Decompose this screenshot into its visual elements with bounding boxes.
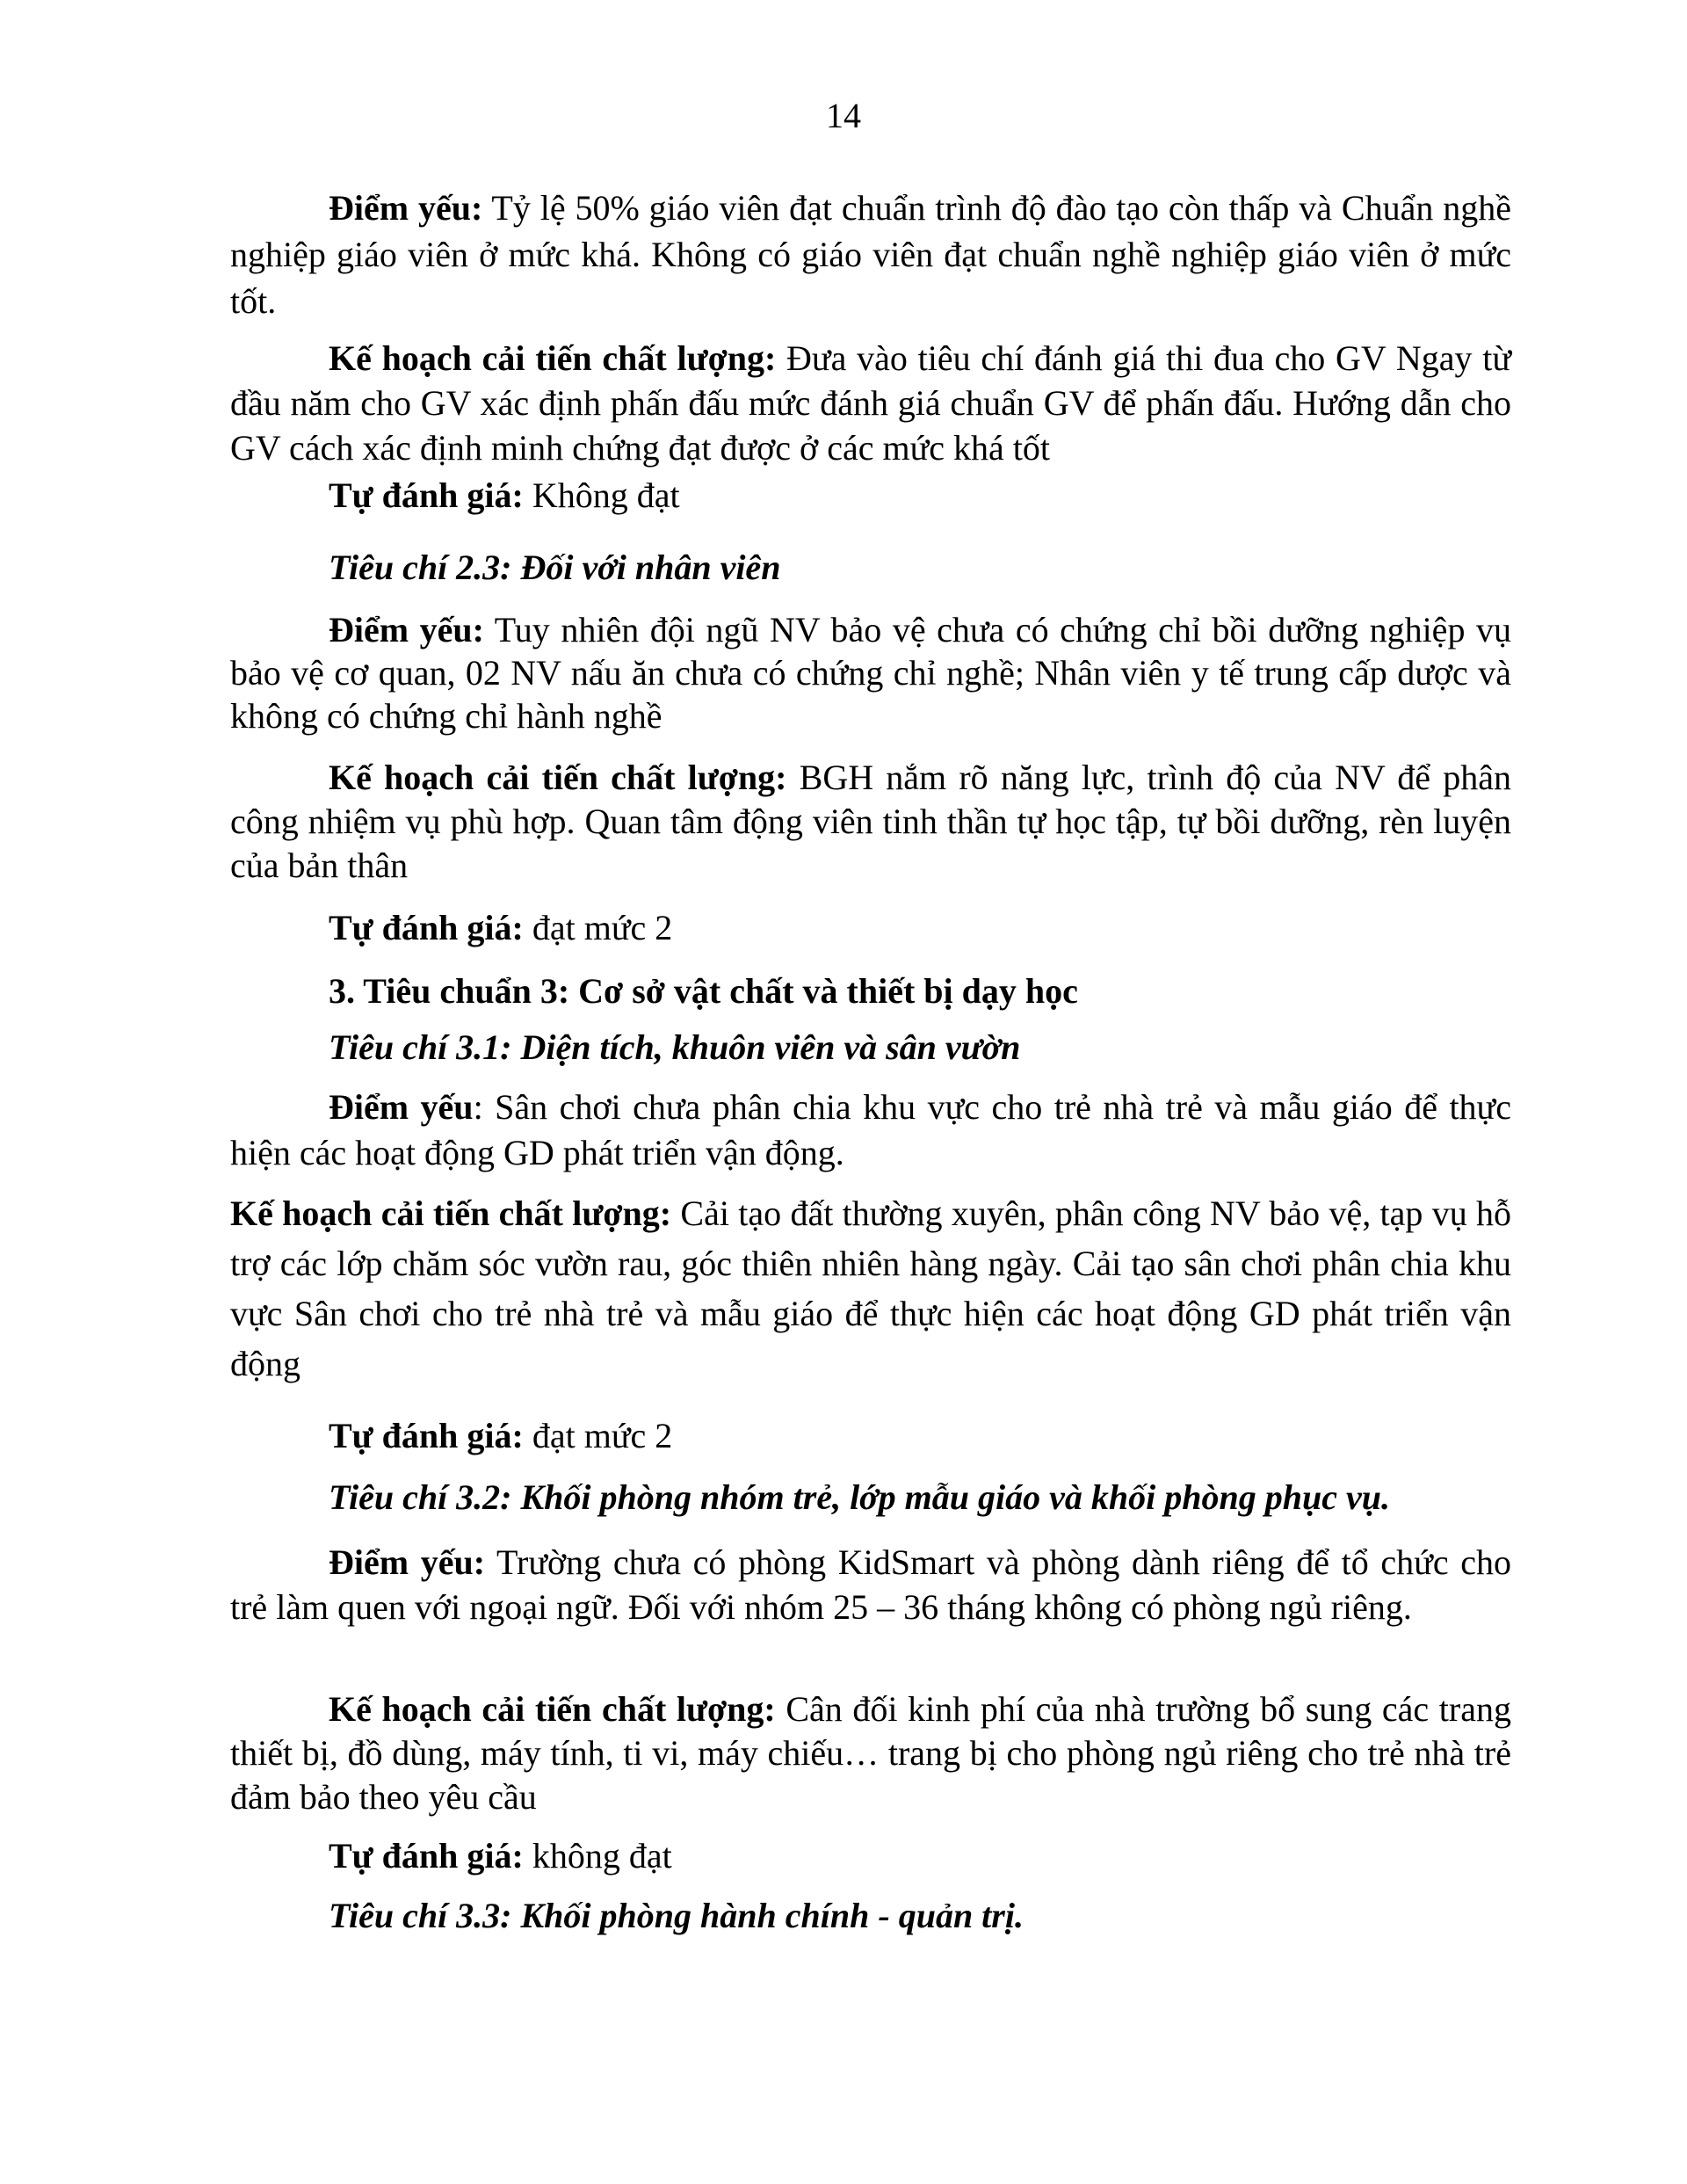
c22-plan-text: Đưa vào tiêu chí đánh giá thi đua cho GV Ngay từ đầu năm cho GV xác định phấn đấu mức đánh giá chuẩn GV để phấn đấu. Hướng dẫn cho GV cách xác định minh chứng đạt được ở các mức khá tốt — [230, 338, 1511, 468]
c31-plan-paragraph — [230, 1188, 1511, 1389]
c31-weakness-text: : Sân chơi chưa phân chia khu vực cho trẻ nhà trẻ và mẫu giáo để thực hiện các hoạt động GD phát triển vận động. — [230, 1087, 1511, 1172]
c22-weakness-label: Điểm yếu: — [329, 188, 483, 228]
c31-weakness-paragraph — [230, 1085, 1511, 1176]
c31-weakness-label: Điểm yếu — [329, 1087, 474, 1127]
c31-plan-label: Kế hoạch cải tiến chất lượng: — [230, 1194, 672, 1233]
c32-self-text: không đạt — [523, 1836, 672, 1876]
standard-3-title: 3. Tiêu chuẩn 3: Cơ sở vật chất và thiết bị dạy học — [329, 971, 1078, 1011]
c32-self-label: Tự đánh giá: — [329, 1836, 524, 1876]
c32-weakness-text: Trường chưa có phòng KidSmart và phòng dành riêng để tổ chức cho trẻ làm quen với ngoại ngữ. Đối với nhóm 25 – 36 tháng không có phòng ngủ riêng. — [230, 1542, 1511, 1627]
c31-self-assessment — [230, 1413, 1511, 1459]
c32-weakness-label: Điểm yếu: — [329, 1542, 486, 1582]
c23-weakness-text: Tuy nhiên đội ngũ NV bảo vệ chưa có chứng chỉ bồi dưỡng nghiệp vụ bảo vệ cơ quan, 02 NV nấu ăn chưa có chứng chỉ nghề; Nhân viên y tế trung cấp dược và không có chứng chỉ hành nghề — [230, 610, 1511, 736]
c23-plan-paragraph — [230, 756, 1511, 888]
c22-self-assessment — [230, 473, 1511, 519]
c32-plan-label: Kế hoạch cải tiến chất lượng: — [329, 1689, 776, 1729]
c23-self-assessment — [230, 905, 1511, 951]
c22-weakness-text: Tỷ lệ 50% giáo viên đạt chuẩn trình độ đào tạo còn thấp và Chuẩn nghề nghiệp giáo viên ở mức khá. Không có giáo viên đạt chuẩn nghề nghiệp giáo viên ở mức tốt. — [230, 188, 1511, 321]
c22-weakness-paragraph — [230, 185, 1511, 324]
c22-self-label: Tự đánh giá: — [329, 475, 524, 515]
c23-plan-label: Kế hoạch cải tiến chất lượng: — [329, 758, 787, 797]
c23-self-text: đạt mức 2 — [523, 908, 673, 947]
c31-self-text: đạt mức 2 — [523, 1416, 673, 1455]
c22-self-text: Không đạt — [523, 475, 680, 515]
c23-plan-text: BGH nắm rõ năng lực, trình độ của NV để phân công nhiệm vụ phù hợp. Quan tâm động viên tinh thần tự học tập, tự bồi dưỡng, rèn luyện của bản thân — [230, 758, 1511, 885]
c32-weakness-paragraph — [230, 1540, 1511, 1629]
c33-title: Tiêu chí 3.3: Khối phòng hành chính - quản trị. — [329, 1896, 1024, 1935]
c32-plan-text: Cân đối kinh phí của nhà trường bổ sung các trang thiết bị, đồ dùng, máy tính, ti vi, máy chiếu… trang bị cho phòng ngủ riêng cho trẻ nhà trẻ đảm bảo theo yêu cầu — [230, 1689, 1511, 1817]
c23-weakness-paragraph — [230, 608, 1511, 737]
c22-plan-paragraph — [230, 336, 1511, 470]
c22-plan-label: Kế hoạch cải tiến chất lượng: — [329, 338, 777, 378]
c23-self-label: Tự đánh giá: — [329, 908, 524, 947]
page-number: 14 — [826, 96, 861, 135]
c23-weakness-label: Điểm yếu: — [329, 610, 484, 649]
c31-self-label: Tự đánh giá: — [329, 1416, 524, 1455]
c32-self-assessment — [230, 1833, 1511, 1879]
c31-title: Tiêu chí 3.1: Diện tích, khuôn viên và sân vườn — [329, 1027, 1021, 1067]
c23-title: Tiêu chí 2.3: Đối với nhân viên — [329, 548, 781, 587]
c31-plan-text: Cải tạo đất thường xuyên, phân công NV bảo vệ, tạp vụ hỗ trợ các lớp chăm sóc vườn rau, góc thiên nhiên hàng ngày. Cải tạo sân chơi phân chia khu vực Sân chơi cho trẻ nhà trẻ và mẫu giáo để thực hiện các hoạt động GD phát triển vận động — [230, 1194, 1511, 1383]
c32-plan-paragraph — [230, 1687, 1511, 1819]
c32-title: Tiêu chí 3.2: Khối phòng nhóm trẻ, lớp mẫu giáo và khối phòng phục vụ. — [329, 1477, 1390, 1517]
